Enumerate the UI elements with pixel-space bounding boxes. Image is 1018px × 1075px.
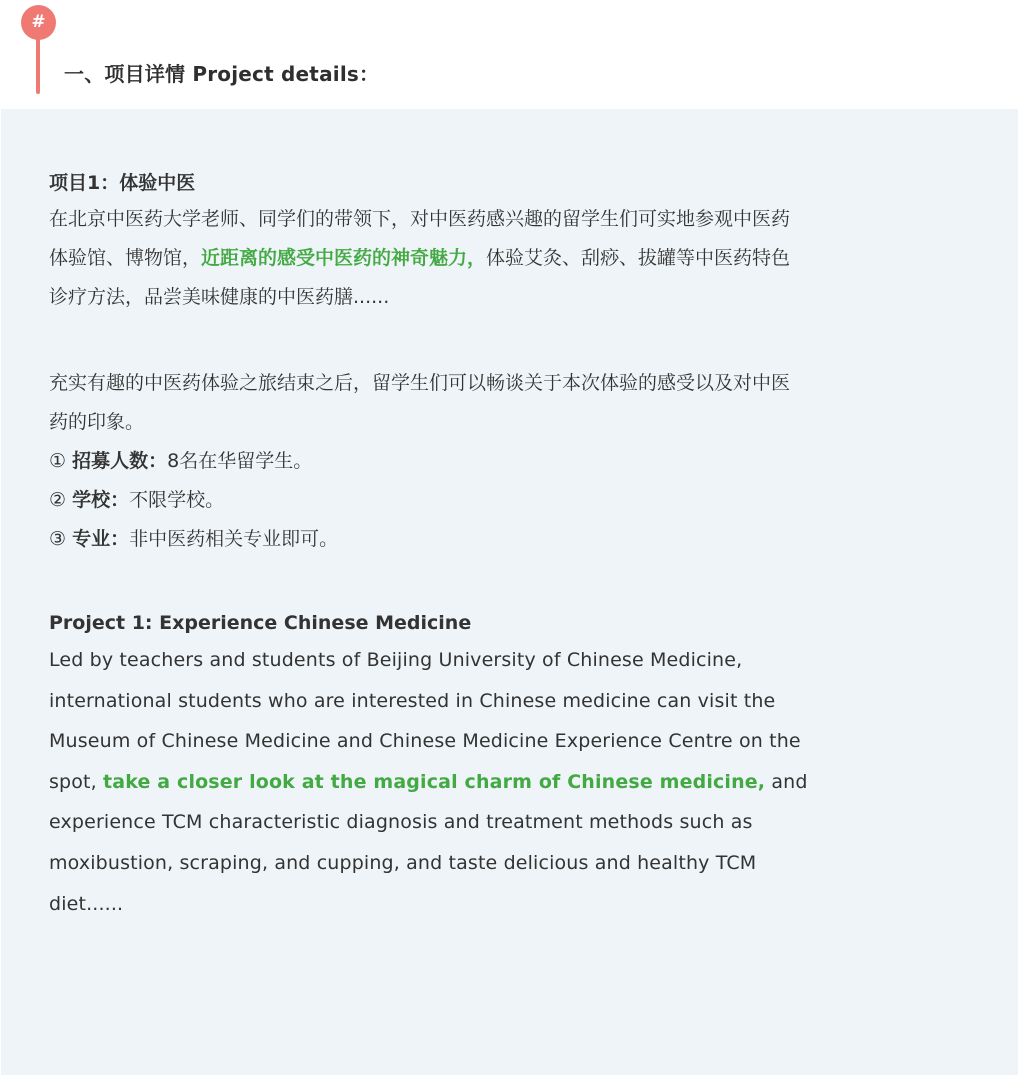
list-item-school xyxy=(49,481,979,520)
paragraph-spacer xyxy=(49,317,979,364)
en-paragraph-line-4 xyxy=(49,762,979,803)
project-content xyxy=(49,166,979,924)
cn-paragraph-2-line-2: 药的印象。 xyxy=(49,411,145,433)
en-paragraph-line-3: Museum of Chinese Medicine and Chinese Medicine Experience Centre on the xyxy=(49,730,801,753)
cn-paragraph-1-line-2-start: 体验馆、博物馆， xyxy=(49,247,202,269)
list-label: 学校： xyxy=(72,489,130,511)
list-value: 8名在华留学生。 xyxy=(167,450,313,472)
en-highlight-text: take a closer look at the magical charm of Chinese medicine, xyxy=(103,770,766,793)
list-item-recruitment-number xyxy=(49,442,979,481)
section-title: 一、项目详情 Project details： xyxy=(64,62,380,86)
cn-paragraph-1-line-3: 诊疗方法，品尝美味健康的中医药膳...... xyxy=(49,286,390,308)
cn-paragraph-1 xyxy=(49,200,979,317)
recruitment-info-list xyxy=(49,442,979,559)
list-label: 招募人数： xyxy=(72,450,168,472)
cn-paragraph-1-line-2-end: 体验艾灸、刮痧、拔罐等中医药特色 xyxy=(486,247,791,269)
list-value: 非中医药相关专业即可。 xyxy=(129,528,339,550)
paragraph-spacer xyxy=(49,559,979,606)
list-marker: ③ xyxy=(49,528,67,550)
en-paragraph-line-5: experience TCM characteristic diagnosis and treatment methods such as xyxy=(49,811,753,834)
cn-project-title: 项目1：体验中医 xyxy=(49,172,196,194)
cn-paragraph-2-line-1: 充实有趣的中医药体验之旅结束之后，留学生们可以畅谈关于本次体验的感受以及对中医 xyxy=(49,372,791,394)
pin-symbol: # xyxy=(31,12,46,32)
section-header xyxy=(0,0,1018,108)
en-paragraph-line-6: moxibustion, scraping, and cupping, and taste delicious and healthy TCM xyxy=(49,851,757,874)
cn-highlight-text: 近距离的感受中医药的神奇魅力， xyxy=(201,247,487,269)
en-paragraph-line-4-start: spot, xyxy=(49,770,104,793)
list-label: 专业： xyxy=(72,528,130,550)
en-paragraph-line-1: Led by teachers and students of Beijing University of Chinese Medicine, xyxy=(49,649,743,671)
cn-paragraph-1-line-1: 在北京中医药大学老师、同学们的带领下，对中医药感兴趣的留学生们可实地参观中医药 xyxy=(49,208,791,230)
en-paragraph xyxy=(49,640,979,924)
en-paragraph-line-4-end: and xyxy=(765,770,808,793)
cn-paragraph-2 xyxy=(49,364,979,442)
cn-paragraph-1-line-2 xyxy=(49,239,979,278)
en-paragraph-line-7: diet...... xyxy=(49,892,124,915)
list-marker: ② xyxy=(49,489,67,511)
list-marker: ① xyxy=(49,450,67,472)
list-item-major xyxy=(49,520,979,559)
project-details-card xyxy=(1,109,1018,1075)
list-value: 不限学校。 xyxy=(129,489,225,511)
location-pin-icon xyxy=(21,5,56,40)
en-paragraph-line-2: international students who are interested in Chinese medicine can visit the xyxy=(49,689,776,712)
en-project-title: Project 1: Experience Chinese Medicine xyxy=(49,612,472,634)
pin-line xyxy=(36,36,40,94)
